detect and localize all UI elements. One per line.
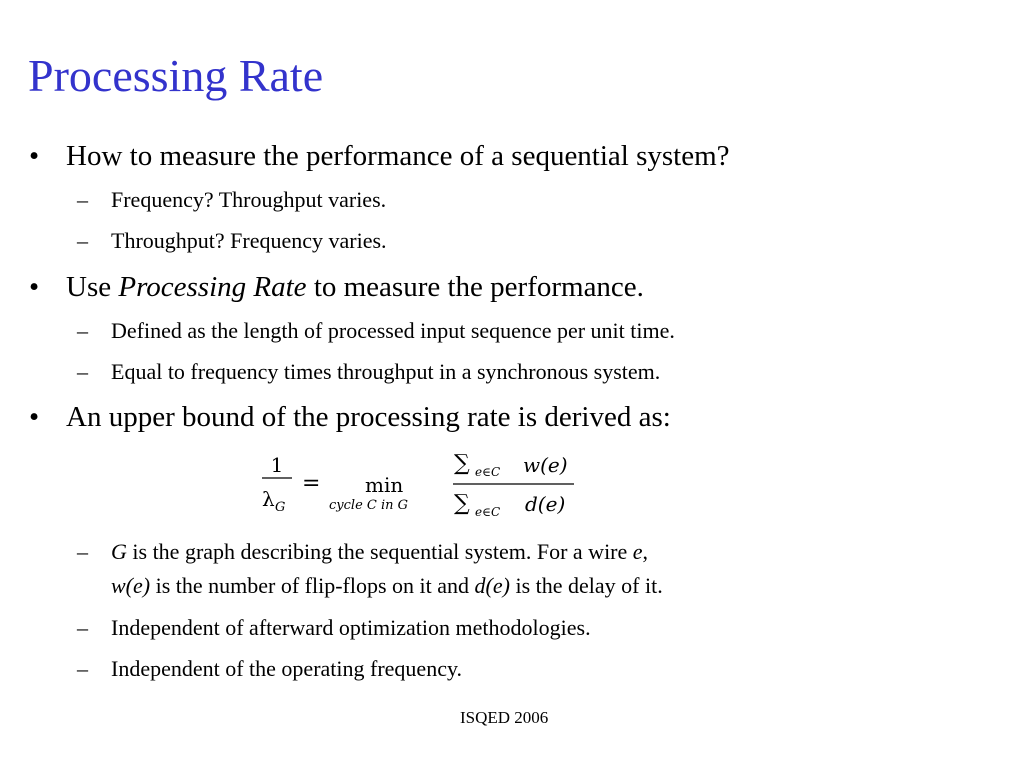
footer-text: ISQED 2006 [460,708,549,727]
bullet-1-sub-1 [77,186,387,214]
dash-marker: – [77,318,88,343]
bullet-1 [29,139,730,173]
formula-equals: = [302,471,321,496]
formula-sum-denominator: ∑ [454,491,470,516]
dash-marker: – [77,656,88,681]
formula-sum-numerator-subscript: e∈C [475,465,501,479]
wire-symbol: e [632,539,643,564]
bullet-3-sub-3-text: Independent of the operating frequency. [111,656,463,681]
formula-min: min [365,473,404,497]
bullet-2-sub-1 [77,317,675,345]
bullet-3-sub-1-text-a: is the graph describing the sequential system. For a wire [126,539,633,564]
formula-lhs-numerator: 1 [270,453,284,477]
processing-rate-formula [258,448,588,528]
bullet-marker: • [29,401,40,433]
bullet-3-sub-2-text: Independent of afterward optimization methodologies. [111,615,591,640]
bullet-1-text: How to measure the performance of a sequential system? [66,140,730,172]
formula-denominator-term: d(e) [525,492,566,516]
bullet-3-sub-2 [77,614,591,642]
bullet-3-text: An upper bound of the processing rate is derived as: [66,401,671,433]
formula-sum-denominator-subscript: e∈C [475,505,501,519]
bullet-3-sub-1-line-2 [111,572,663,600]
bullet-3-sub-1-text-c: is the number of flip-flops on it and [150,573,475,598]
dash-marker: – [77,187,88,212]
slide-title: Processing Rate [28,50,324,101]
delay-symbol: d(e) [474,573,510,598]
formula-lhs-lambda: λ [262,487,275,511]
dash-marker: – [77,615,88,640]
bullet-2-sub-2 [77,358,661,386]
weight-symbol: w(e) [111,573,151,598]
graph-symbol: G [111,539,127,564]
dash-marker: – [77,539,88,564]
bullet-marker: • [29,271,40,303]
bullet-2-sub-2-text: Equal to frequency times throughput in a synchronous system. [111,359,661,384]
bullet-3-sub-1-line-1 [77,538,649,566]
bullet-3-sub-1-text-b: , [642,539,649,564]
bullet-2-emphasis: Processing Rate [118,271,307,303]
dash-marker: – [77,359,88,384]
bullet-1-sub-1-text: Frequency? Throughput varies. [111,187,387,212]
dash-marker: – [77,228,88,253]
bullet-3 [29,400,671,434]
bullet-3-sub-3 [77,655,463,683]
bullet-2-post: to measure the performance. [306,271,644,303]
bullet-2-sub-1-text: Defined as the length of processed input sequence per unit time. [111,318,675,343]
bullet-marker: • [29,140,40,172]
bullet-1-sub-2-text: Throughput? Frequency varies. [111,228,387,253]
bullet-3-sub-1-text-d: is the delay of it. [509,573,663,598]
formula-numerator-term: w(e) [523,453,568,477]
formula-min-subscript: cycle C in G [329,498,409,513]
bullet-2-pre: Use [66,271,119,303]
bullet-1-sub-2 [77,227,387,255]
formula-sum-numerator: ∑ [454,451,470,476]
bullet-2 [29,270,644,304]
formula-lhs-subscript: G [275,500,286,515]
